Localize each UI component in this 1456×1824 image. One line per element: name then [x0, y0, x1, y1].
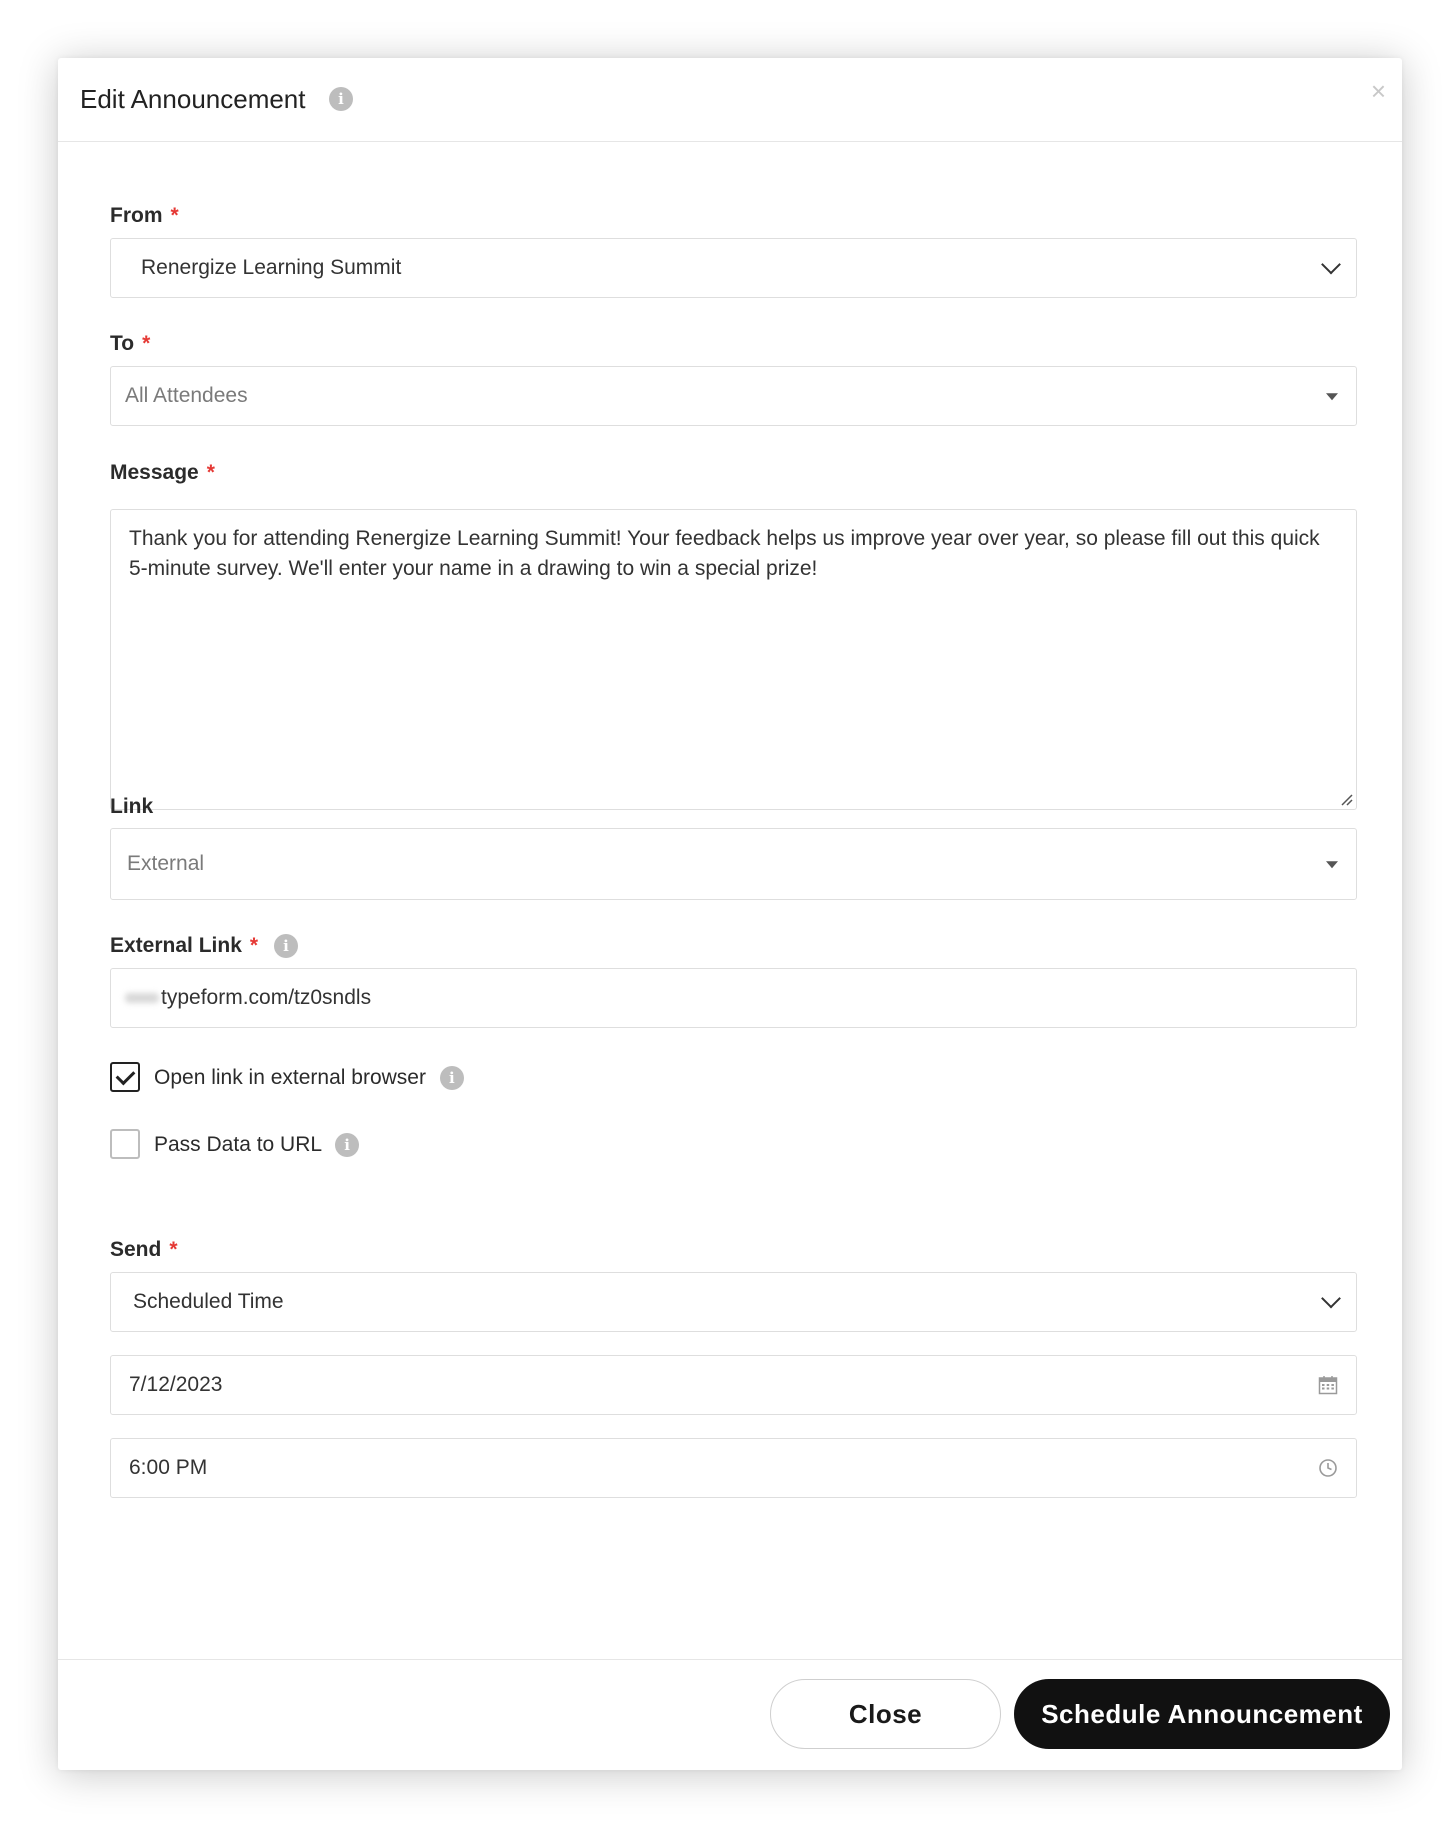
schedule-announcement-button[interactable]: Schedule Announcement — [1014, 1679, 1390, 1749]
required-asterisk: * — [249, 934, 259, 957]
info-icon[interactable]: i — [335, 1133, 359, 1157]
close-icon[interactable]: × — [1370, 76, 1386, 106]
required-asterisk: * — [170, 204, 179, 227]
to-select[interactable] — [110, 366, 1357, 426]
message-label: Message * — [110, 461, 215, 484]
external-link-input[interactable] — [110, 968, 1357, 1028]
time-value: 6:00 PM — [129, 1456, 208, 1479]
redacted-prefix — [125, 993, 159, 1003]
chevron-down-icon — [1321, 1289, 1341, 1309]
from-select-value: Renergize Learning Summit — [141, 256, 402, 279]
send-select-value: Scheduled Time — [133, 1290, 284, 1313]
chevron-down-icon — [1321, 255, 1341, 275]
required-asterisk: * — [169, 1238, 178, 1261]
date-value: 7/12/2023 — [129, 1373, 223, 1396]
to-select-value: All Attendees — [125, 384, 248, 407]
edit-announcement-modal — [58, 58, 1402, 1770]
link-select-value: External — [127, 852, 205, 875]
message-text: Thank you for attending Renergize Learning Summit! Your feedback helps us improve year over year, so please fill out this quick 5-minute survey. We'll enter your name in a drawing to win a special prize! — [129, 527, 1320, 580]
time-input[interactable] — [110, 1438, 1357, 1498]
calendar-icon[interactable] — [1318, 1375, 1338, 1395]
modal-footer — [58, 1659, 1402, 1770]
resize-handle-icon[interactable] — [1339, 792, 1353, 806]
external-link-value: typeform.com/tz0sndls — [161, 986, 372, 1009]
close-button[interactable]: Close — [770, 1679, 1001, 1749]
date-input[interactable] — [110, 1355, 1357, 1415]
caret-down-icon — [1326, 393, 1338, 400]
external-link-label: External Link * i — [110, 934, 298, 958]
info-icon[interactable]: i — [440, 1066, 464, 1090]
pass-data-label: Pass Data to URL i — [154, 1133, 359, 1157]
caret-down-icon — [1326, 861, 1338, 868]
send-select[interactable] — [110, 1272, 1357, 1332]
message-textarea[interactable] — [110, 509, 1357, 810]
open-external-checkbox[interactable] — [110, 1062, 140, 1092]
link-label: Link — [110, 795, 154, 818]
send-label: Send * — [110, 1238, 178, 1261]
modal-title: Edit Announcement — [80, 84, 306, 114]
open-external-label: Open link in external browser i — [154, 1066, 464, 1090]
to-label: To * — [110, 332, 151, 355]
pass-data-checkbox[interactable] — [110, 1129, 140, 1159]
modal-header — [58, 58, 1402, 142]
info-icon[interactable]: i — [274, 934, 298, 958]
clock-icon[interactable] — [1318, 1458, 1338, 1478]
link-select[interactable] — [110, 828, 1357, 900]
info-icon[interactable]: i — [329, 87, 353, 111]
from-label: From * — [110, 204, 179, 227]
required-asterisk: * — [206, 461, 215, 484]
required-asterisk: * — [142, 332, 151, 355]
from-select[interactable] — [110, 238, 1357, 298]
